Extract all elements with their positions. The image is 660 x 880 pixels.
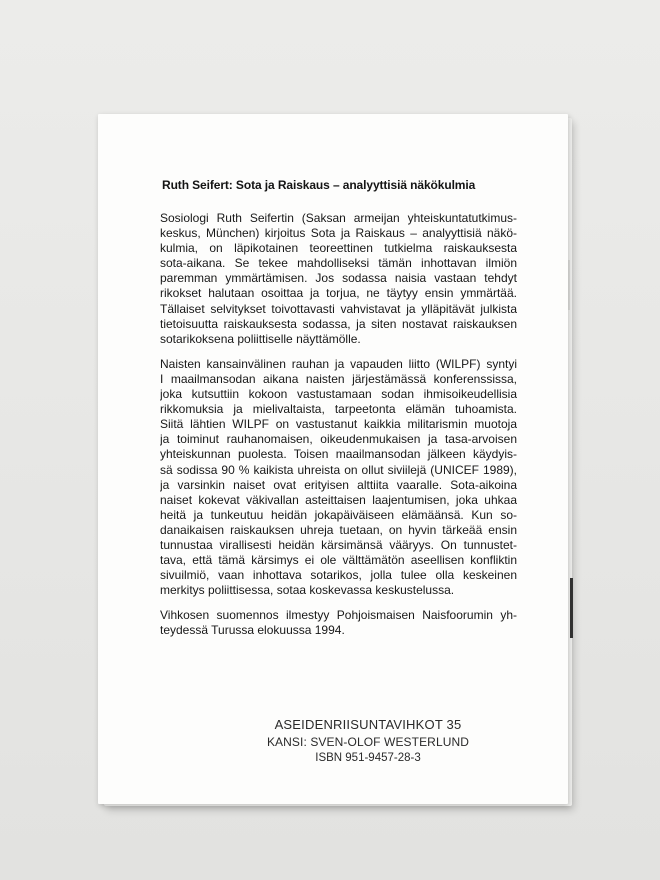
- text-line: Siitä lähtien WILPF on vastustanut kaikkia militarismin muotoja: [160, 417, 517, 432]
- text-line: heitä ja tunkeutuu heidän jokapäiväiseen elämäänsä. Kun so-: [160, 507, 517, 522]
- series-label: ASEIDENRIISUNTAVIHKOT 35: [274, 717, 462, 732]
- text-line: I maailmansodan aikana naisten järjestämässä konferenssissa,: [160, 371, 517, 386]
- text-line: ja varsinkin naiset ovat erityisen alttiita vaaralle. Sota-aikoina: [160, 477, 517, 492]
- booklet-title: Ruth Seifert: Sota ja Raiskaus – analyyttisiä näkökulmia: [162, 178, 476, 192]
- text-line: paremman ymmärtämisen. Jos sodassa naisia vastaan tehdyt: [160, 271, 517, 286]
- text-line: keskus, München) kirjoitus Sota ja Raiskaus – analyyttisiä näkö-: [160, 226, 517, 241]
- text-line: Vihkosen suomennos ilmestyy Pohjoismaisen Naisfoorumin yh-: [160, 608, 517, 623]
- cover-credit: KANSI: SVEN-OLOF WESTERLUND: [266, 735, 470, 749]
- text-line: tunnustaa virallisesti heidän kärsimänsä vääryys. On tunnustet-: [160, 537, 517, 552]
- text-line: sä sodissa 90 % kaikista uhreista on ollut siviilejä (UNICEF 1989),: [160, 462, 517, 477]
- text-line: sota-aikana. Se tekee mahdolliseksi tämän inhottavan ilmiön: [160, 256, 517, 271]
- text-line: sotarikoksena poliittiselle näyttämölle.: [160, 331, 361, 346]
- text-line: danaikaisen raiskauksen uhreja tuetaan, on hyvin tärkeää ensin: [160, 522, 517, 537]
- booklet-back-cover: [98, 114, 568, 804]
- body-text: [160, 211, 517, 649]
- text-line: naiset kokevat väkivallan asteittaisen laajentumisen, joka uhkaa: [160, 492, 517, 507]
- paragraph-1: [160, 211, 517, 347]
- text-line: kulmia, on läpikotainen teoreettinen tutkielma raiskauksesta: [160, 241, 517, 256]
- text-line: joka kutsuttiin kokoon vastustamaan sodan ihmisoikeudellisia: [160, 387, 517, 402]
- text-line: merkitys poliittisessa, sotaa koskevassa keskustelussa.: [160, 583, 455, 598]
- text-line: sivuilmiö, vaan inhottava sotarikos, jolla tulee olla keskeinen: [160, 568, 517, 583]
- text-line: Sosiologi Ruth Seifertin (Saksan armeijan yhteiskuntatutkimus-: [160, 211, 517, 225]
- text-line: yhteiskunnan puolesta. Toisen maailmansodan jälkeen käydyis-: [160, 447, 517, 462]
- text-line: teydessä Turussa elokuussa 1994.: [160, 623, 345, 638]
- text-line: Tällaiset selvitykset toivottavasti vahvistavat ja ylläpitävät julkista: [160, 301, 517, 316]
- text-line: ja toiminut rauhanomaisen, oikeudenmukaisen ja tasa-arvoisen: [160, 432, 517, 447]
- text-line: rikkomuksia ja mielivaltaista, tarpeetonta elämän tuhoamista.: [160, 402, 517, 417]
- text-line: tava, että tämä kärsimys ei ole välttämätön aseellisen konfliktin: [160, 553, 517, 568]
- isbn-number: ISBN 951-9457-28-3: [315, 752, 421, 764]
- publication-footer: [98, 716, 568, 766]
- text-line: tietoisuutta raiskauksesta sodassa, ja siten nostavat raiskauksen: [160, 316, 517, 331]
- booklet-spine-mark: [570, 578, 573, 638]
- text-line: rikokset halutaan osoittaa ja torjua, ne täytyy ensin ymmärtää.: [160, 286, 517, 301]
- paragraph-2: [160, 357, 517, 599]
- paragraph-3: [160, 608, 517, 638]
- text-line: Naisten kansainvälinen rauhan ja vapauden liitto (WILPF) syntyi: [160, 356, 517, 371]
